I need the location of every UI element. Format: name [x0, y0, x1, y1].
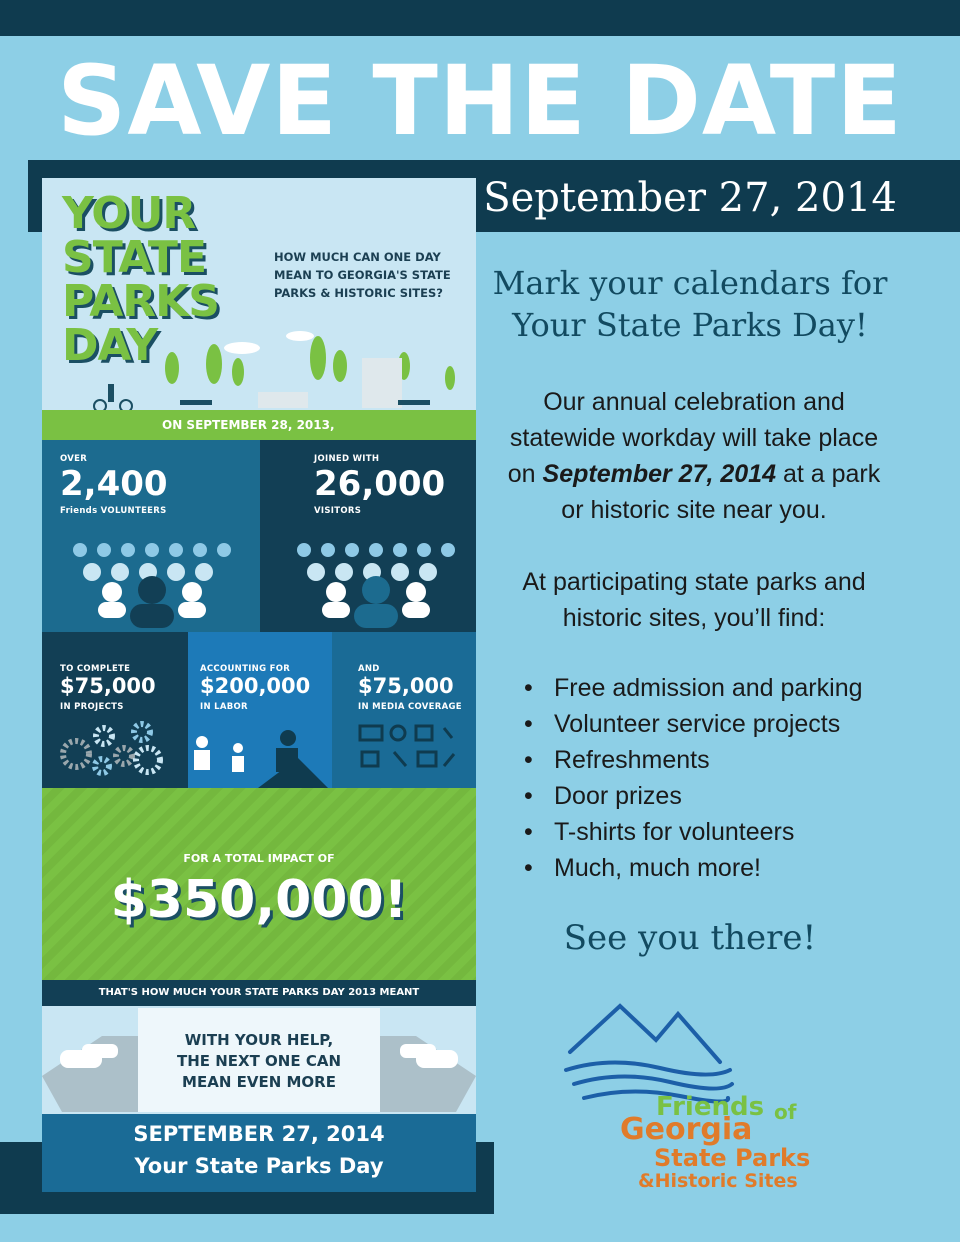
intro-text: at a park	[776, 460, 881, 488]
people-group-icon	[292, 540, 462, 628]
footer-date: SEPTEMBER 27, 2014	[133, 1122, 385, 1146]
total-impact-section	[42, 788, 476, 980]
logo-friends: Friends	[656, 1092, 765, 1122]
meant-strip	[42, 980, 476, 1006]
stat-post: IN PROJECTS	[60, 702, 124, 712]
see-you-text: See you there!	[563, 918, 817, 958]
stat-post: IN MEDIA COVERAGE	[358, 702, 462, 712]
participating-line: historic sites, you’ll find:	[562, 604, 826, 632]
stat-value: $75,000	[358, 674, 454, 698]
participating-paragraph	[480, 564, 908, 636]
intro-line	[480, 456, 908, 492]
help-section	[42, 1006, 476, 1114]
stat-value: 26,000	[314, 464, 446, 504]
stat-value: $75,000	[60, 674, 156, 698]
stat-value: 2,400	[60, 464, 168, 504]
help-line: MEAN EVEN MORE	[182, 1073, 336, 1091]
intro-paragraph	[480, 384, 908, 528]
gears-icon	[58, 720, 168, 780]
people-group-icon	[68, 540, 238, 628]
friends-logo	[560, 1000, 830, 1200]
visitors-stat	[260, 440, 476, 632]
stat-pre: TO COMPLETE	[60, 664, 131, 674]
infographic-footer	[42, 1114, 476, 1192]
meant-text: THAT'S HOW MUCH YOUR STATE PARKS DAY 2013 MEANT	[98, 987, 420, 998]
title-line: PARKS	[62, 276, 219, 327]
intro-line: or historic site near you.	[561, 496, 827, 524]
stat-post: IN LABOR	[200, 702, 248, 712]
total-label: FOR A TOTAL IMPACT OF	[183, 852, 335, 865]
participating-line: At participating state parks and	[522, 568, 866, 596]
footer-name: Your State Parks Day	[134, 1154, 384, 1178]
intro-line: statewide workday will take place	[509, 424, 879, 452]
list-item: • Free admission and parking	[524, 670, 863, 706]
intro-text: on	[507, 460, 543, 488]
logo-state-parks: State Parks	[654, 1144, 811, 1172]
logo-historic-sites: &Historic Sites	[638, 1170, 798, 1192]
logo-georgia: Georgia	[620, 1112, 753, 1147]
stat-value: $200,000	[200, 674, 311, 698]
infographic	[42, 178, 476, 1192]
pointing-hand-right-icon	[380, 1016, 476, 1112]
stat-pre: OVER	[60, 454, 88, 464]
title-line: YOUR	[62, 188, 196, 239]
features-list	[524, 670, 863, 886]
labor-stat	[188, 632, 332, 788]
list-item: • Much, much more!	[524, 850, 863, 886]
question-text: HOW MUCH CAN ONE DAY MEAN TO GEORGIA'S STATE PARKS & HISTORIC SITES?	[274, 250, 451, 300]
mark-calendars-heading	[480, 262, 900, 346]
total-value: $350,000!	[110, 870, 408, 930]
date-banner: September 27, 2014	[483, 175, 897, 221]
infographic-header	[42, 178, 476, 440]
stat-pre: JOINED WITH	[314, 454, 380, 464]
park-scene-illustration	[42, 328, 476, 418]
list-item: • Volunteer service projects	[524, 706, 863, 742]
mark-line: Mark your calendars for	[492, 264, 888, 302]
mark-line: Your State Parks Day!	[512, 306, 868, 344]
top-bar	[0, 0, 960, 36]
stat-post: VISITORS	[314, 506, 362, 516]
help-line: THE NEXT ONE CAN	[176, 1052, 342, 1070]
stat-pre: ACCOUNTING FOR	[200, 664, 291, 674]
media-devices-icon	[358, 724, 468, 774]
list-item: • Refreshments	[524, 742, 863, 778]
list-item: • T-shirts for volunteers	[524, 814, 863, 850]
pointing-hand-left-icon	[42, 1016, 138, 1112]
event-date: September 27, 2014	[542, 460, 776, 488]
workers-icon	[188, 728, 332, 788]
on-date-text: ON SEPTEMBER 28, 2013,	[162, 418, 335, 432]
stat-post: Friends VOLUNTEERS	[60, 506, 167, 516]
headline: SAVE THE DATE	[57, 45, 903, 157]
list-item: • Door prizes	[524, 778, 863, 814]
logo-of: of	[774, 1100, 797, 1124]
stat-pre: AND	[358, 664, 380, 674]
media-stat	[332, 632, 476, 788]
help-text	[138, 1030, 380, 1093]
help-line: WITH YOUR HELP,	[184, 1031, 334, 1049]
projects-stat	[42, 632, 188, 788]
title-line: STATE	[62, 232, 206, 283]
intro-line: Our annual celebration and	[543, 388, 845, 416]
volunteers-stat	[42, 440, 260, 632]
title-line: DAY	[62, 320, 158, 371]
